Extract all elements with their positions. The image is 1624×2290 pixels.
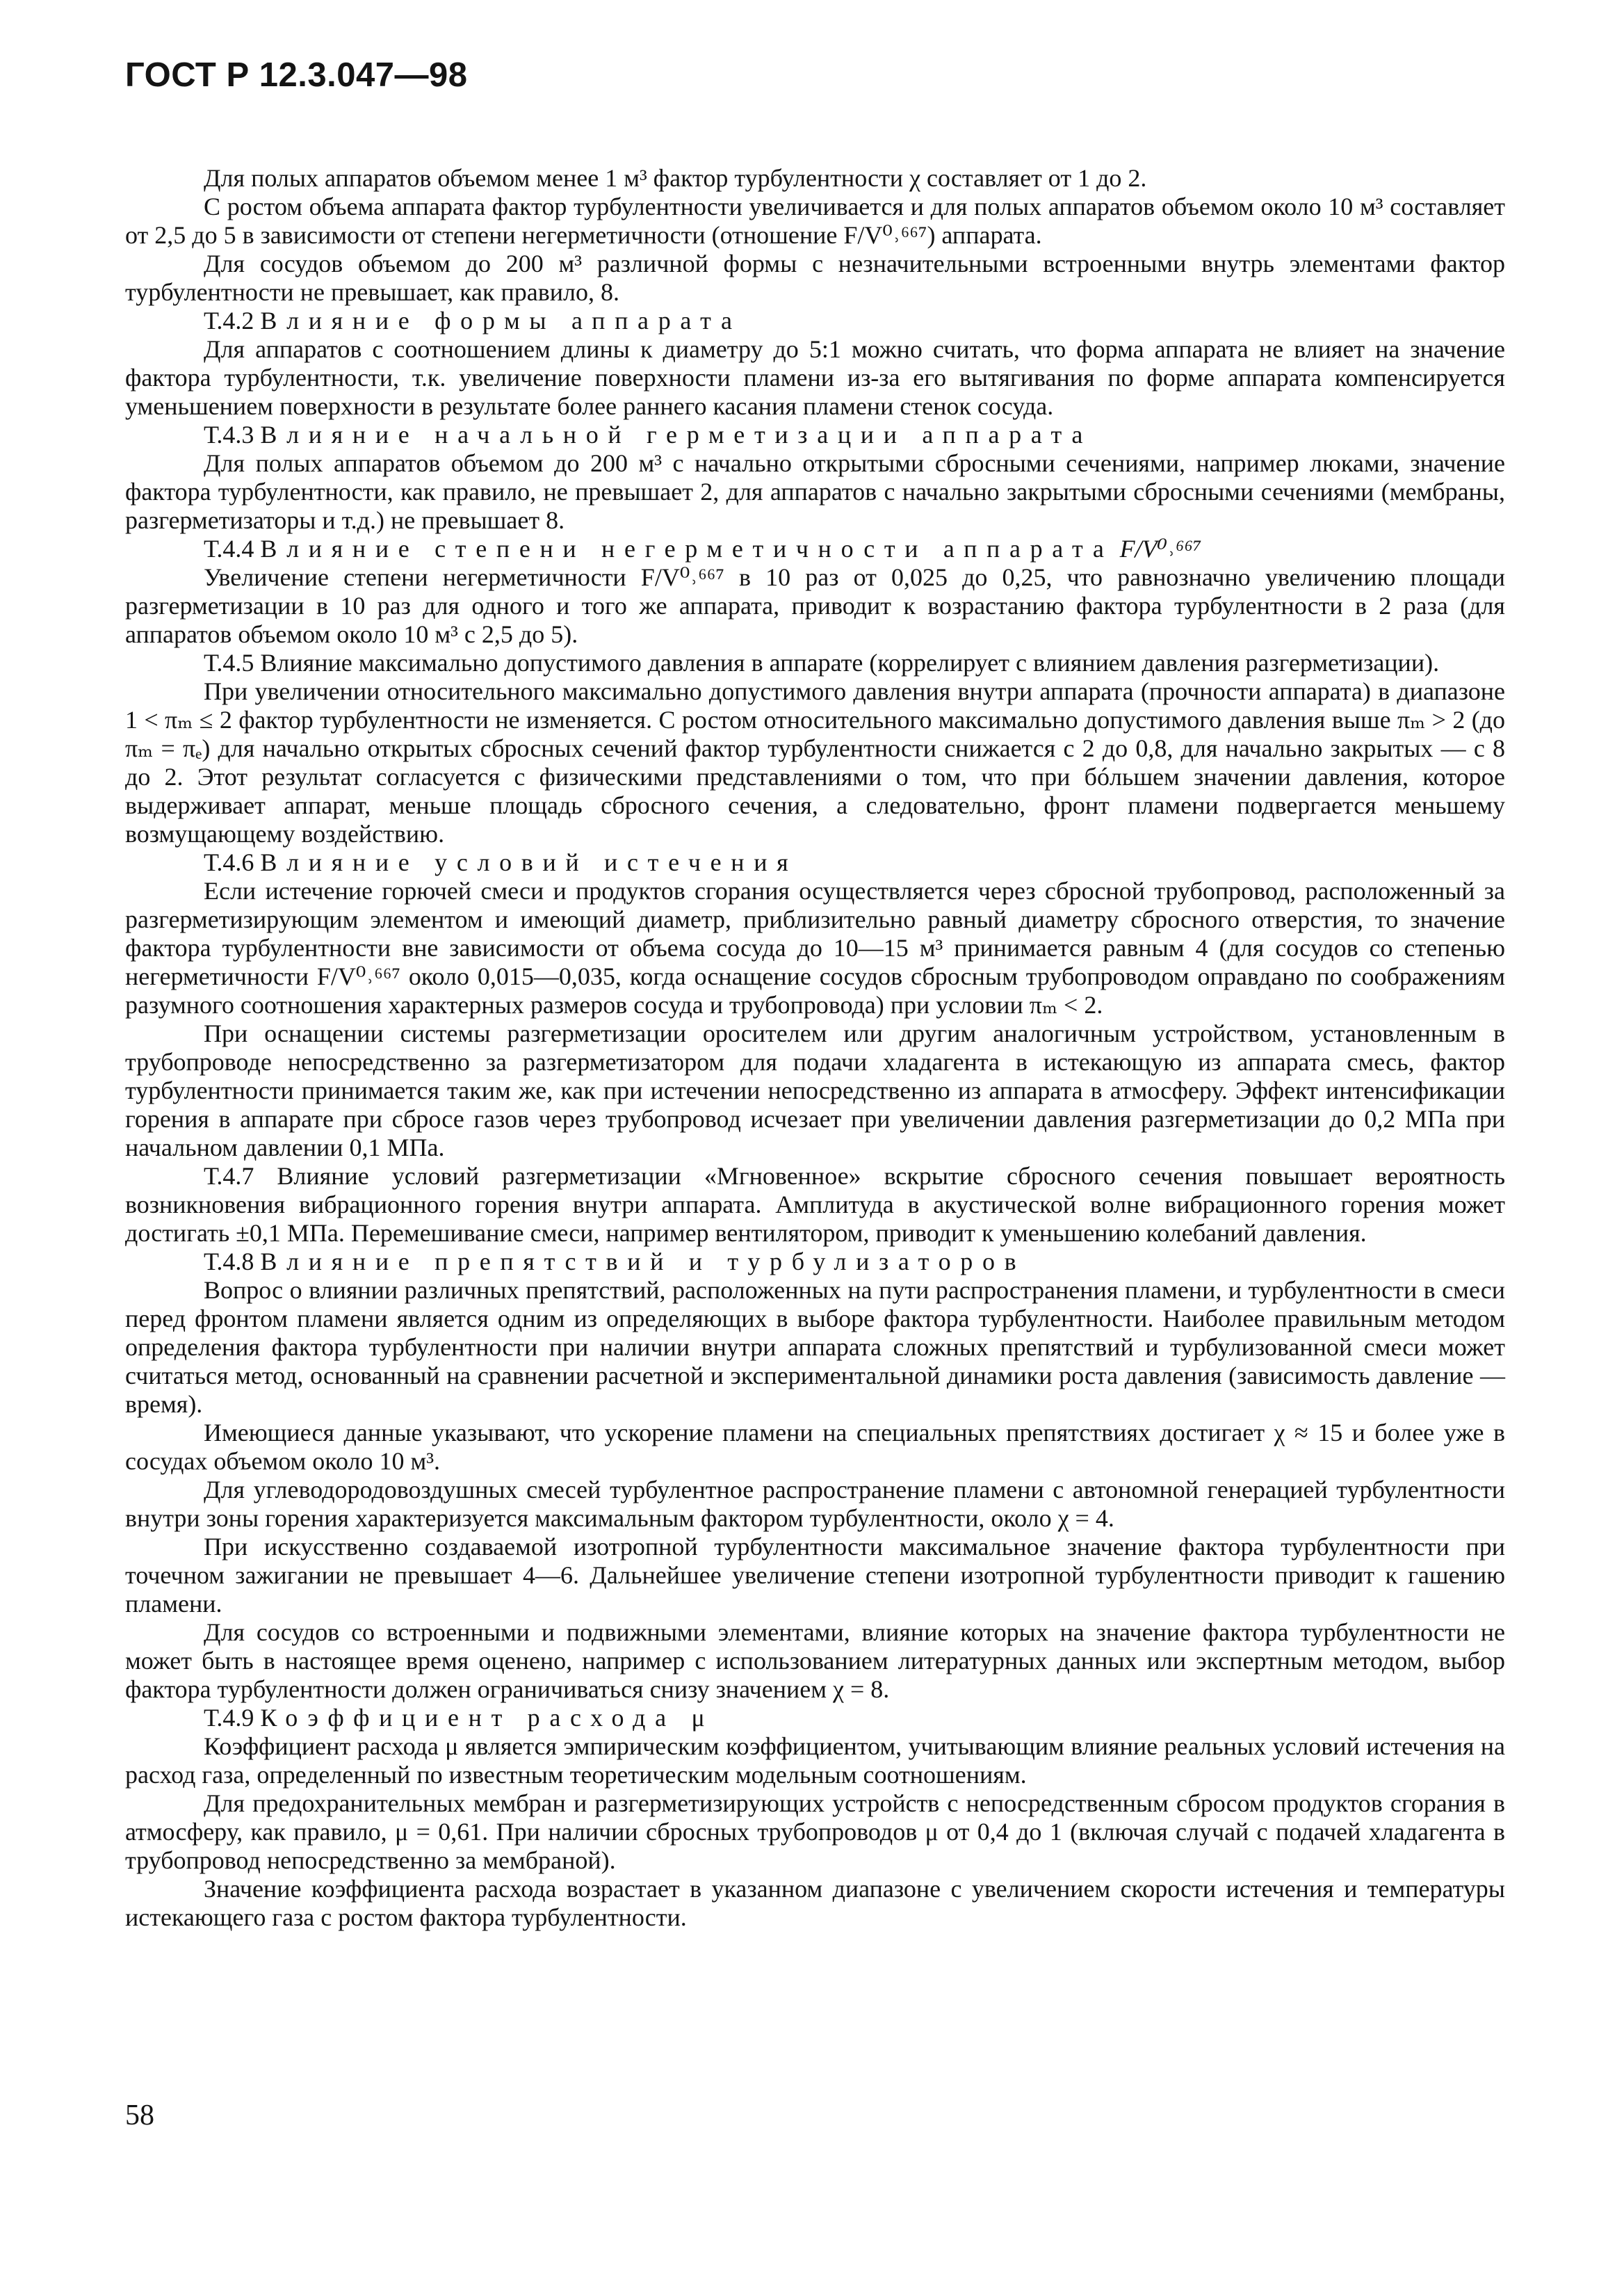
paragraph: Для сосудов объемом до 200 м³ различной формы с незначительными встроенными внутрь элементами фактор турбулентности не превышает, как правило, 8. <box>125 250 1505 306</box>
paragraph: Увеличение степени негерметичности F/V⁰˒⁶⁶⁷ в 10 раз от 0,025 до 0,25, что равнозначно увеличению площади разгерметизации в 10 раз для одного и того же аппарата, приводит к возрастанию фактора турбулентности в 2 раза (для аппаратов объемом около 10 м³ с 2,5 до 5). <box>125 563 1505 648</box>
paragraph: С ростом объема аппарата фактор турбулентности увеличивается и для полых аппаратов объемом около 10 м³ составляет от 2,5 до 5 в зависимости от степени негерметичности (отношение F/V⁰˒⁶⁶⁷) аппарата. <box>125 193 1505 249</box>
section-number: Т.4.6 <box>204 848 254 876</box>
paragraph: Вопрос о влиянии различных препятствий, расположенных на пути распространения пламени, и турбулентности в смеси перед фронтом пламени является одним из определяющих в выборе фактора турбулентности. Наиболее правильным методом определения фактора турбулентности при наличии внутри аппарата сложных препятствий и турбулизованной смеси может считаться метод, основанный на сравнении расчетной и экспериментальной динамики роста давления (зависимость давление — время). <box>125 1276 1505 1418</box>
paragraph: Для углеводородовоздушных смесей турбулентное распространение пламени с автономной генерацией турбулентности внутри зоны горения характеризуется максимальным фактором турбулентности, около χ = 4. <box>125 1476 1505 1532</box>
section-title: Влияние препятствий и турбулизаторов <box>260 1248 1026 1275</box>
section-heading-t42 <box>125 307 1505 335</box>
section-heading-t43 <box>125 421 1505 449</box>
paragraph: При искусственно создаваемой изотропной турбулентности максимальное значение фактора турбулентности при точечном зажигании не превышает 4—6. Дальнейшее увеличение степени изотропной турбулентности приводит к гашению пламени. <box>125 1533 1505 1618</box>
standard-designation: ГОСТ Р 12.3.047—98 <box>125 56 468 94</box>
page-number: 58 <box>125 2099 154 2131</box>
section-title: Влияние степени негерметичности аппарата <box>260 535 1114 563</box>
section-title: Коэффициент расхода μ <box>260 1704 715 1732</box>
section-number: Т.4.3 <box>204 421 254 449</box>
section-title: Влияние условий истечения <box>260 848 798 876</box>
section-number: Т.4.4 <box>204 535 254 563</box>
paragraph: Для сосудов со встроенными и подвижными элементами, влияние которых на значение фактора турбулентности не может быть в настоящее время оценено, например с использованием литературных данных или экспертным методом, выбор фактора турбулентности должен ограничиваться снизу значением χ = 8. <box>125 1618 1505 1703</box>
section-number: Т.4.9 <box>204 1704 254 1732</box>
formula: F/V⁰˒⁶⁶⁷ <box>1119 535 1202 563</box>
section-title: Влияние формы аппарата <box>260 307 742 334</box>
paragraph: Если истечение горючей смеси и продуктов сгорания осуществляется через сбросной трубопровод, расположенный за разгерметизирующим элементом и имеющий диаметр, приблизительно равный диаметру сбросного отверстия, то значение фактора турбулентности вне зависимости от объема сосуда до 10—15 м³ принимается равным 4 (для сосудов со степенью негерметичности F/V⁰˒⁶⁶⁷ около 0,015—0,035, когда оснащение сосудов сбросным трубопроводом оправдано по соображениям разумного соотношения характерных размеров сосуда и трубопровода) при условии πₘ < 2. <box>125 877 1505 1019</box>
paragraph: Т.4.7 Влияние условий разгерметизации «Мгновенное» вскрытие сбросного сечения повышает вероятность возникновения вибрационного горения внутри аппарата. Амплитуда в акустической волне вибрационного горения может достигать ±0,1 МПа. Перемешивание смеси, например вентилятором, приводит к уменьшению колебаний давления. <box>125 1162 1505 1247</box>
section-heading-t46 <box>125 848 1505 877</box>
paragraph: Для полых аппаратов объемом до 200 м³ с начально открытыми сбросными сечениями, например люками, значение фактора турбулентности, как правило, не превышает 2, для аппаратов с начально закрытыми сбросными сечениями (мембраны, разгерметизаторы и т.д.) не превышает 8. <box>125 449 1505 534</box>
paragraph: Для предохранительных мембран и разгерметизирующих устройств с непосредственным сбросом продуктов сгорания в атмосферу, как правило, μ = 0,61. При наличии сбросных трубопроводов μ от 0,4 до 1 (включая случай с подачей хладагента в трубопровод непосредственно за мембраной). <box>125 1789 1505 1874</box>
paragraph: Коэффициент расхода μ является эмпирическим коэффициентом, учитывающим влияние реальных условий истечения на расход газа, определенный по известным теоретическим модельным соотношениям. <box>125 1732 1505 1789</box>
section-title: Влияние начальной герметизации аппарата <box>260 421 1093 449</box>
section-number: Т.4.2 <box>204 307 254 334</box>
paragraph: При оснащении системы разгерметизации оросителем или другим аналогичным устройством, установленным в трубопроводе непосредственно за разгерметизатором для подачи хладагента в истекающую из аппарата смесь, фактор турбулентности принимается таким же, как при истечении непосредственно из аппарата в атмосферу. Эффект интенсификации горения в аппарате при сбросе газов через трубопровод исчезает при увеличении давления разгерметизации до 0,2 МПа при начальном давлении 0,1 МПа. <box>125 1019 1505 1161</box>
paragraph: Для аппаратов с соотношением длины к диаметру до 5:1 можно считать, что форма аппарата не влияет на значение фактора турбулентности, т.к. увеличение поверхности пламени из-за его вытягивания по форме аппарата компенсируется уменьшением поверхности в результате более раннего касания пламени стенок сосуда. <box>125 335 1505 420</box>
section-heading-t49 <box>125 1704 1505 1732</box>
section-number: Т.4.8 <box>204 1248 254 1275</box>
paragraph: Значение коэффициента расхода возрастает в указанном диапазоне с увеличением скорости истечения и температуры истекающего газа с ростом фактора турбулентности. <box>125 1875 1505 1931</box>
section-heading-t44 <box>125 535 1505 563</box>
paragraph: Т.4.5 Влияние максимально допустимого давления в аппарате (коррелирует с влиянием давления разгерметизации). <box>204 649 1440 677</box>
paragraph: При увеличении относительного максимально допустимого давления внутри аппарата (прочности аппарата) в диапазоне 1 < πₘ ≤ 2 фактор турбулентности не изменяется. С ростом относительного максимально допустимого давления выше πₘ > 2 (до πₘ = πₑ) для начально открытых сбросных сечений фактор турбулентности снижается с 2 до 0,8, для начально закрытых — с 8 до 2. Этот результат согласуется с физическими представлениями о том, что при бóльшем значении давления, которое выдерживает аппарат, меньше площадь сбросного сечения, а следовательно, фронт пламени подвергается меньшему возмущающему воздействию. <box>125 677 1505 848</box>
paragraph: Имеющиеся данные указывают, что ускорение пламени на специальных препятствиях достигает χ ≈ 15 и более уже в сосудах объемом около 10 м³. <box>125 1419 1505 1475</box>
section-heading-t48 <box>125 1248 1505 1276</box>
document-body <box>125 164 1505 1932</box>
paragraph: Для полых аппаратов объемом менее 1 м³ фактор турбулентности χ составляет от 1 до 2. <box>204 164 1147 192</box>
